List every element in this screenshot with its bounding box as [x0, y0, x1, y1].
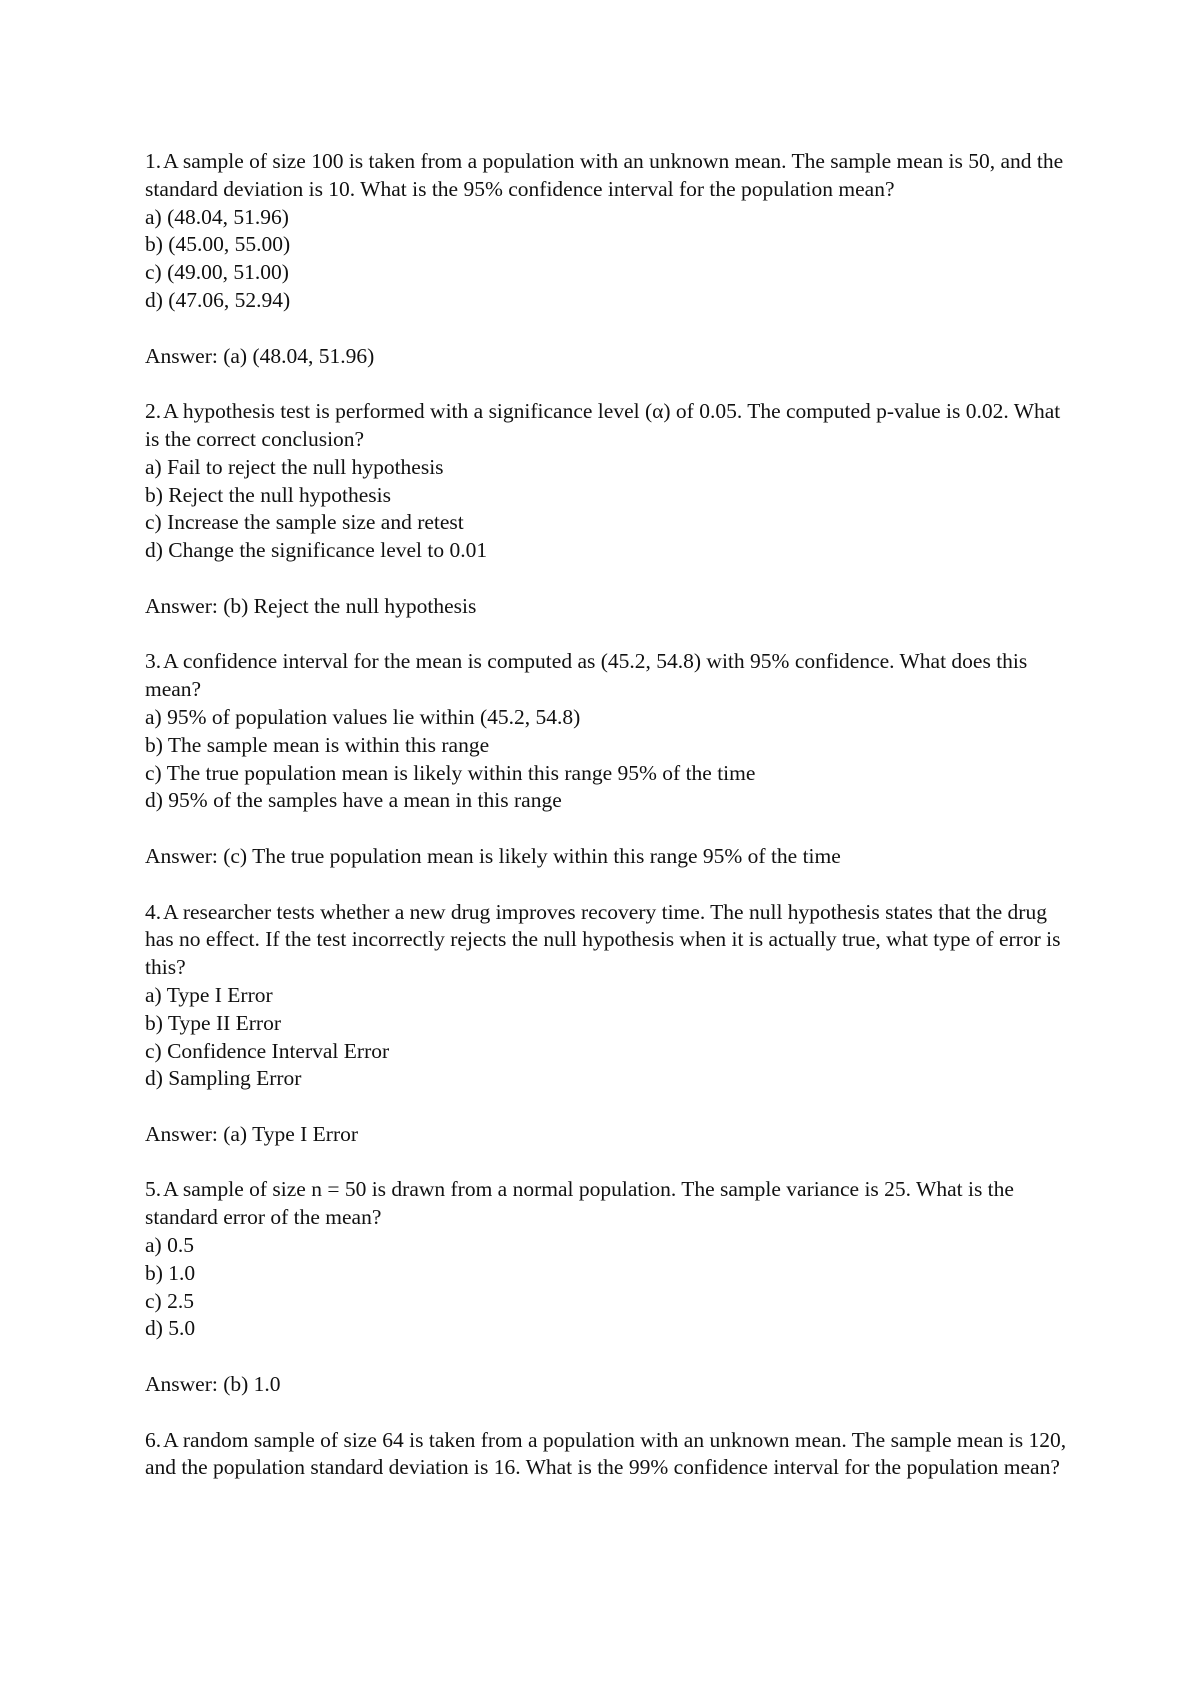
option-c: c) Increase the sample size and retest — [145, 510, 464, 535]
answer-3: Answer: (c) The true population mean is likely within this range 95% of the time — [145, 843, 841, 868]
option-c: c) The true population mean is likely within this range 95% of the time — [145, 760, 756, 785]
question-5 — [145, 1176, 1075, 1343]
option-b: b) Type II Error — [145, 1010, 282, 1035]
question-number: 1. — [145, 149, 162, 173]
question-text — [145, 1427, 1075, 1483]
answer-2: Answer: (b) Reject the null hypothesis — [145, 593, 477, 618]
question-text — [145, 398, 1075, 454]
option-a: a) 95% of population values lie within (45.2, 54.8) — [145, 704, 581, 729]
option-c: c) 2.5 — [145, 1288, 194, 1313]
option-c: c) Confidence Interval Error — [145, 1038, 390, 1063]
question-1 — [145, 148, 1075, 315]
option-d: d) (47.06, 52.94) — [145, 287, 291, 312]
answer-4: Answer: (a) Type I Error — [145, 1121, 359, 1146]
option-a: a) 0.5 — [145, 1233, 194, 1258]
question-text — [145, 648, 1075, 704]
option-d: d) 5.0 — [145, 1316, 196, 1341]
answer-5: Answer: (b) 1.0 — [145, 1372, 281, 1397]
question-prompt: A sample of size 100 is taken from a population with an unknown mean. The sample mean is 50, and the standard deviation is 10. What is the 95% confidence interval for the population mean? — [145, 149, 1064, 201]
option-b: b) Reject the null hypothesis — [145, 482, 392, 507]
answer-1: Answer: (a) (48.04, 51.96) — [145, 343, 375, 368]
question-prompt: A sample of size n = 50 is drawn from a normal population. The sample variance is 25. What is the standard error of the mean? — [145, 1177, 1014, 1230]
option-a: a) Type I Error — [145, 982, 273, 1007]
question-number: 6. — [145, 1427, 162, 1452]
question-prompt: A random sample of size 64 is taken from a population with an unknown mean. The sample mean is 120, and the population standard deviation is 16. What is the 99% confidence interval for the population mean? — [145, 1427, 1067, 1480]
question-6 — [145, 1427, 1075, 1483]
option-b: b) 1.0 — [145, 1260, 196, 1285]
question-3 — [145, 648, 1075, 815]
question-number: 4. — [145, 899, 162, 924]
question-text — [145, 1176, 1075, 1232]
question-text — [145, 148, 1075, 204]
question-number: 5. — [145, 1177, 162, 1202]
question-list — [145, 148, 1075, 1510]
question-number: 3. — [145, 649, 162, 674]
question-text — [145, 899, 1075, 982]
option-d: d) Sampling Error — [145, 1066, 302, 1091]
option-d: d) 95% of the samples have a mean in this range — [145, 788, 562, 813]
option-d: d) Change the significance level to 0.01 — [145, 538, 488, 563]
option-c: c) (49.00, 51.00) — [145, 260, 289, 285]
option-b: b) The sample mean is within this range — [145, 732, 490, 757]
question-prompt: A confidence interval for the mean is computed as (45.2, 54.8) with 95% confidence. What does this mean? — [145, 649, 1028, 702]
option-a: a) Fail to reject the null hypothesis — [145, 454, 444, 479]
question-prompt: A researcher tests whether a new drug improves recovery time. The null hypothesis states that the drug has no effect. If the test incorrectly rejects the null hypothesis when it is actually true, what type of error is this? — [145, 899, 1061, 980]
option-a: a) (48.04, 51.96) — [145, 204, 289, 229]
question-number: 2. — [145, 399, 162, 424]
option-b: b) (45.00, 55.00) — [145, 232, 291, 257]
question-2 — [145, 398, 1075, 565]
question-4 — [145, 899, 1075, 1094]
question-prompt: A hypothesis test is performed with a significance level (α) of 0.05. The computed p-value is 0.02. What is the correct conclusion? — [145, 399, 1061, 451]
